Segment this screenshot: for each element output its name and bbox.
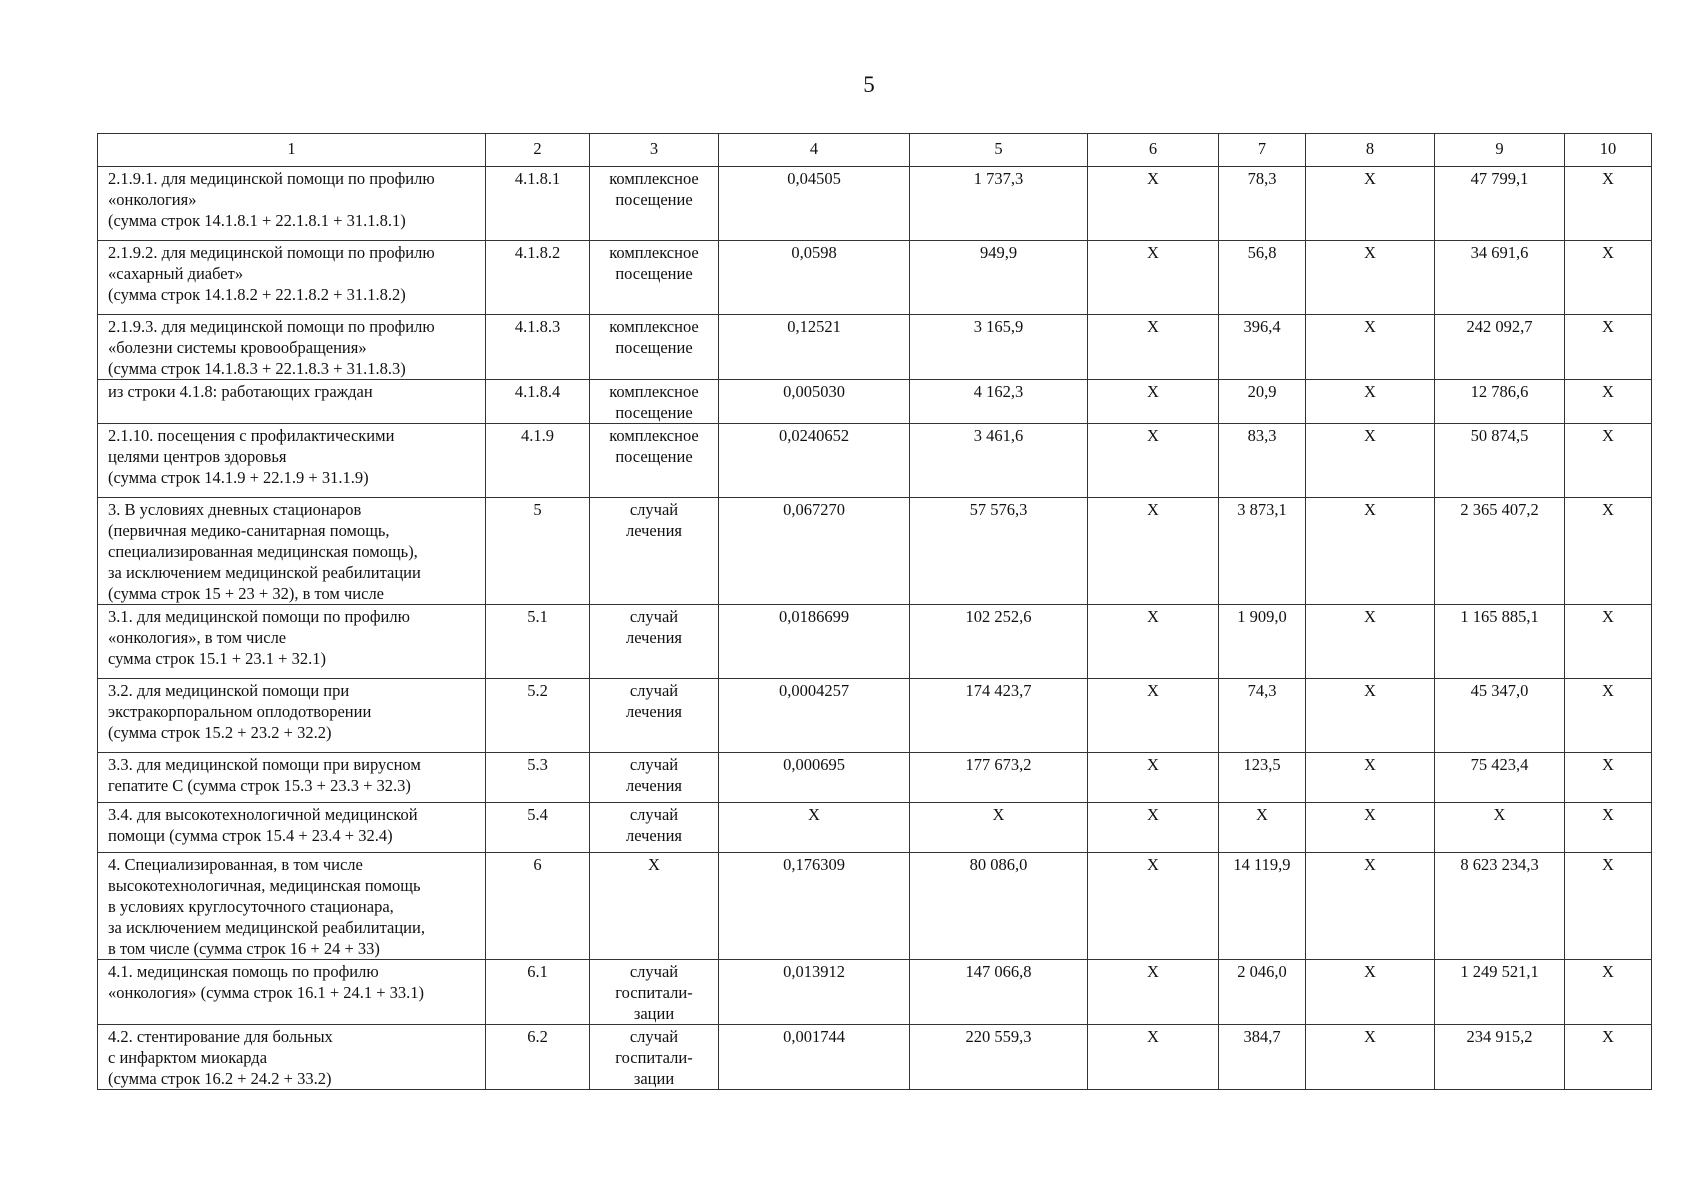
value-cell: 0,0186699 — [719, 605, 910, 679]
header-cell: 9 — [1435, 134, 1565, 167]
row-code-cell: 4.1.8.4 — [486, 380, 590, 424]
value-cell: Х — [1565, 753, 1652, 803]
value-cell: 80 086,0 — [910, 853, 1088, 960]
value-cell: Х — [1306, 498, 1435, 605]
table-row — [98, 605, 1652, 679]
value-cell: 3 873,1 — [1219, 498, 1306, 605]
row-name-cell: 3.2. для медицинской помощи при экстракорпоральном оплодотворении (сумма строк 15.2 + 23.2 + 32.2) — [98, 679, 486, 753]
header-cell: 5 — [910, 134, 1088, 167]
row-unit-cell: случай лечения — [590, 605, 719, 679]
value-cell: Х — [1565, 315, 1652, 380]
value-cell: 174 423,7 — [910, 679, 1088, 753]
row-unit-cell: случай лечения — [590, 803, 719, 853]
value-cell: 102 252,6 — [910, 605, 1088, 679]
row-unit-cell: комплексное посещение — [590, 167, 719, 241]
data-table — [97, 133, 1652, 1090]
row-code-cell: 5.4 — [486, 803, 590, 853]
value-cell: Х — [1565, 960, 1652, 1025]
value-cell: 0,001744 — [719, 1025, 910, 1090]
value-cell: 0,0240652 — [719, 424, 910, 498]
value-cell: 3 165,9 — [910, 315, 1088, 380]
table-row — [98, 853, 1652, 960]
value-cell: Х — [1565, 679, 1652, 753]
table-row — [98, 315, 1652, 380]
value-cell: 234 915,2 — [1435, 1025, 1565, 1090]
value-cell: Х — [1088, 679, 1219, 753]
table-row — [98, 167, 1652, 241]
row-name-cell: 4.1. медицинская помощь по профилю «онкология» (сумма строк 16.1 + 24.1 + 33.1) — [98, 960, 486, 1025]
value-cell: 384,7 — [1219, 1025, 1306, 1090]
table-row — [98, 960, 1652, 1025]
value-cell: 1 909,0 — [1219, 605, 1306, 679]
header-cell: 7 — [1219, 134, 1306, 167]
row-code-cell: 6 — [486, 853, 590, 960]
table-row — [98, 803, 1652, 853]
value-cell: 949,9 — [910, 241, 1088, 315]
value-cell: Х — [1088, 853, 1219, 960]
row-code-cell: 5 — [486, 498, 590, 605]
row-unit-cell: случай госпитали- зации — [590, 1025, 719, 1090]
row-code-cell: 6.1 — [486, 960, 590, 1025]
value-cell: Х — [1306, 241, 1435, 315]
header-cell: 6 — [1088, 134, 1219, 167]
header-cell: 3 — [590, 134, 719, 167]
value-cell: Х — [1565, 498, 1652, 605]
row-name-cell: 3.1. для медицинской помощи по профилю «онкология», в том числе сумма строк 15.1 + 23.1 + 32.1) — [98, 605, 486, 679]
row-name-cell: 3. В условиях дневных стационаров (первичная медико-санитарная помощь, специализированная медицинская помощь), за исключением медицинской реабилитации (сумма строк 15 + 23 + 32), в том числе — [98, 498, 486, 605]
value-cell: 83,3 — [1219, 424, 1306, 498]
row-code-cell: 4.1.9 — [486, 424, 590, 498]
value-cell: 74,3 — [1219, 679, 1306, 753]
value-cell: Х — [1088, 241, 1219, 315]
value-cell: Х — [1306, 380, 1435, 424]
row-unit-cell: комплексное посещение — [590, 241, 719, 315]
row-code-cell: 4.1.8.1 — [486, 167, 590, 241]
row-code-cell: 5.1 — [486, 605, 590, 679]
value-cell: 0,067270 — [719, 498, 910, 605]
value-cell: 4 162,3 — [910, 380, 1088, 424]
value-cell: Х — [1088, 167, 1219, 241]
value-cell: Х — [719, 803, 910, 853]
value-cell: 0,12521 — [719, 315, 910, 380]
value-cell: 147 066,8 — [910, 960, 1088, 1025]
value-cell: Х — [1306, 167, 1435, 241]
value-cell: Х — [1088, 803, 1219, 853]
row-name-cell: 2.1.9.2. для медицинской помощи по профилю «сахарный диабет» (сумма строк 14.1.8.2 + 22.1.8.2 + 31.1.8.2) — [98, 241, 486, 315]
value-cell: Х — [1088, 753, 1219, 803]
value-cell: Х — [1088, 424, 1219, 498]
value-cell: 242 092,7 — [1435, 315, 1565, 380]
value-cell: 56,8 — [1219, 241, 1306, 315]
row-name-cell: 2.1.10. посещения с профилактическими целями центров здоровья (сумма строк 14.1.9 + 22.1.9 + 31.1.9) — [98, 424, 486, 498]
row-code-cell: 4.1.8.3 — [486, 315, 590, 380]
value-cell: 2 046,0 — [1219, 960, 1306, 1025]
row-unit-cell: случай лечения — [590, 498, 719, 605]
row-unit-cell: случай лечения — [590, 679, 719, 753]
row-unit-cell: комплексное посещение — [590, 424, 719, 498]
value-cell: 1 249 521,1 — [1435, 960, 1565, 1025]
header-cell: 1 — [98, 134, 486, 167]
header-cell: 2 — [486, 134, 590, 167]
row-code-cell: 5.2 — [486, 679, 590, 753]
value-cell: 177 673,2 — [910, 753, 1088, 803]
value-cell: Х — [1088, 380, 1219, 424]
table-header-row — [98, 134, 1652, 167]
value-cell: Х — [1306, 960, 1435, 1025]
value-cell: Х — [1306, 605, 1435, 679]
value-cell: 1 165 885,1 — [1435, 605, 1565, 679]
value-cell: 2 365 407,2 — [1435, 498, 1565, 605]
value-cell: Х — [1565, 380, 1652, 424]
value-cell: Х — [1306, 1025, 1435, 1090]
row-name-cell: 3.3. для медицинской помощи при вирусном гепатите С (сумма строк 15.3 + 23.3 + 32.3) — [98, 753, 486, 803]
value-cell: Х — [1435, 803, 1565, 853]
value-cell: 45 347,0 — [1435, 679, 1565, 753]
value-cell: Х — [1565, 424, 1652, 498]
row-unit-cell: комплексное посещение — [590, 315, 719, 380]
row-unit-cell: случай госпитали- зации — [590, 960, 719, 1025]
value-cell: Х — [1088, 1025, 1219, 1090]
row-name-cell: 2.1.9.3. для медицинской помощи по профилю «болезни системы кровообращения» (сумма строк 14.1.8.3 + 22.1.8.3 + 31.1.8.3) — [98, 315, 486, 380]
row-unit-cell: комплексное посещение — [590, 380, 719, 424]
value-cell: Х — [1306, 803, 1435, 853]
row-name-cell: 4.2. стентирование для больных с инфарктом миокарда (сумма строк 16.2 + 24.2 + 33.2) — [98, 1025, 486, 1090]
value-cell: 78,3 — [1219, 167, 1306, 241]
page-number: 5 — [863, 72, 875, 97]
table-row — [98, 498, 1652, 605]
row-name-cell: из строки 4.1.8: работающих граждан — [98, 380, 486, 424]
value-cell: Х — [1565, 803, 1652, 853]
value-cell: Х — [1219, 803, 1306, 853]
row-code-cell: 4.1.8.2 — [486, 241, 590, 315]
table-row — [98, 679, 1652, 753]
value-cell: 47 799,1 — [1435, 167, 1565, 241]
value-cell: 34 691,6 — [1435, 241, 1565, 315]
row-unit-cell: случай лечения — [590, 753, 719, 803]
value-cell: 396,4 — [1219, 315, 1306, 380]
value-cell: Х — [1306, 315, 1435, 380]
value-cell: Х — [1306, 753, 1435, 803]
value-cell: Х — [1088, 315, 1219, 380]
table-row — [98, 380, 1652, 424]
value-cell: Х — [1306, 679, 1435, 753]
value-cell: 50 874,5 — [1435, 424, 1565, 498]
value-cell: Х — [1565, 241, 1652, 315]
value-cell: 0,176309 — [719, 853, 910, 960]
table-row — [98, 1025, 1652, 1090]
value-cell: 57 576,3 — [910, 498, 1088, 605]
value-cell: 0,0598 — [719, 241, 910, 315]
value-cell: 123,5 — [1219, 753, 1306, 803]
value-cell: Х — [1565, 1025, 1652, 1090]
header-cell: 10 — [1565, 134, 1652, 167]
row-name-cell: 4. Специализированная, в том числе высокотехнологичная, медицинская помощь в условиях круглосуточного стационара, за исключением медицинской реабилитации, в том числе (сумма строк 16 + 24 + 33) — [98, 853, 486, 960]
value-cell: Х — [1565, 167, 1652, 241]
header-cell: 8 — [1306, 134, 1435, 167]
row-code-cell: 6.2 — [486, 1025, 590, 1090]
value-cell: 1 737,3 — [910, 167, 1088, 241]
value-cell: 0,000695 — [719, 753, 910, 803]
value-cell: 12 786,6 — [1435, 380, 1565, 424]
value-cell: Х — [1565, 853, 1652, 960]
value-cell: 20,9 — [1219, 380, 1306, 424]
value-cell: Х — [1088, 498, 1219, 605]
value-cell: 0,013912 — [719, 960, 910, 1025]
row-code-cell: 5.3 — [486, 753, 590, 803]
value-cell: 0,0004257 — [719, 679, 910, 753]
value-cell: Х — [1088, 960, 1219, 1025]
row-unit-cell: Х — [590, 853, 719, 960]
value-cell: Х — [1306, 424, 1435, 498]
value-cell: 220 559,3 — [910, 1025, 1088, 1090]
value-cell: 14 119,9 — [1219, 853, 1306, 960]
value-cell: 75 423,4 — [1435, 753, 1565, 803]
value-cell: Х — [1306, 853, 1435, 960]
value-cell: 0,04505 — [719, 167, 910, 241]
value-cell: Х — [1565, 605, 1652, 679]
row-name-cell: 2.1.9.1. для медицинской помощи по профилю «онкология» (сумма строк 14.1.8.1 + 22.1.8.1 + 31.1.8.1) — [98, 167, 486, 241]
value-cell: 0,005030 — [719, 380, 910, 424]
table-row — [98, 753, 1652, 803]
value-cell: 8 623 234,3 — [1435, 853, 1565, 960]
table-row — [98, 241, 1652, 315]
header-cell: 4 — [719, 134, 910, 167]
value-cell: Х — [910, 803, 1088, 853]
table-row — [98, 424, 1652, 498]
row-name-cell: 3.4. для высокотехнологичной медицинской помощи (сумма строк 15.4 + 23.4 + 32.4) — [98, 803, 486, 853]
value-cell: Х — [1088, 605, 1219, 679]
value-cell: 3 461,6 — [910, 424, 1088, 498]
